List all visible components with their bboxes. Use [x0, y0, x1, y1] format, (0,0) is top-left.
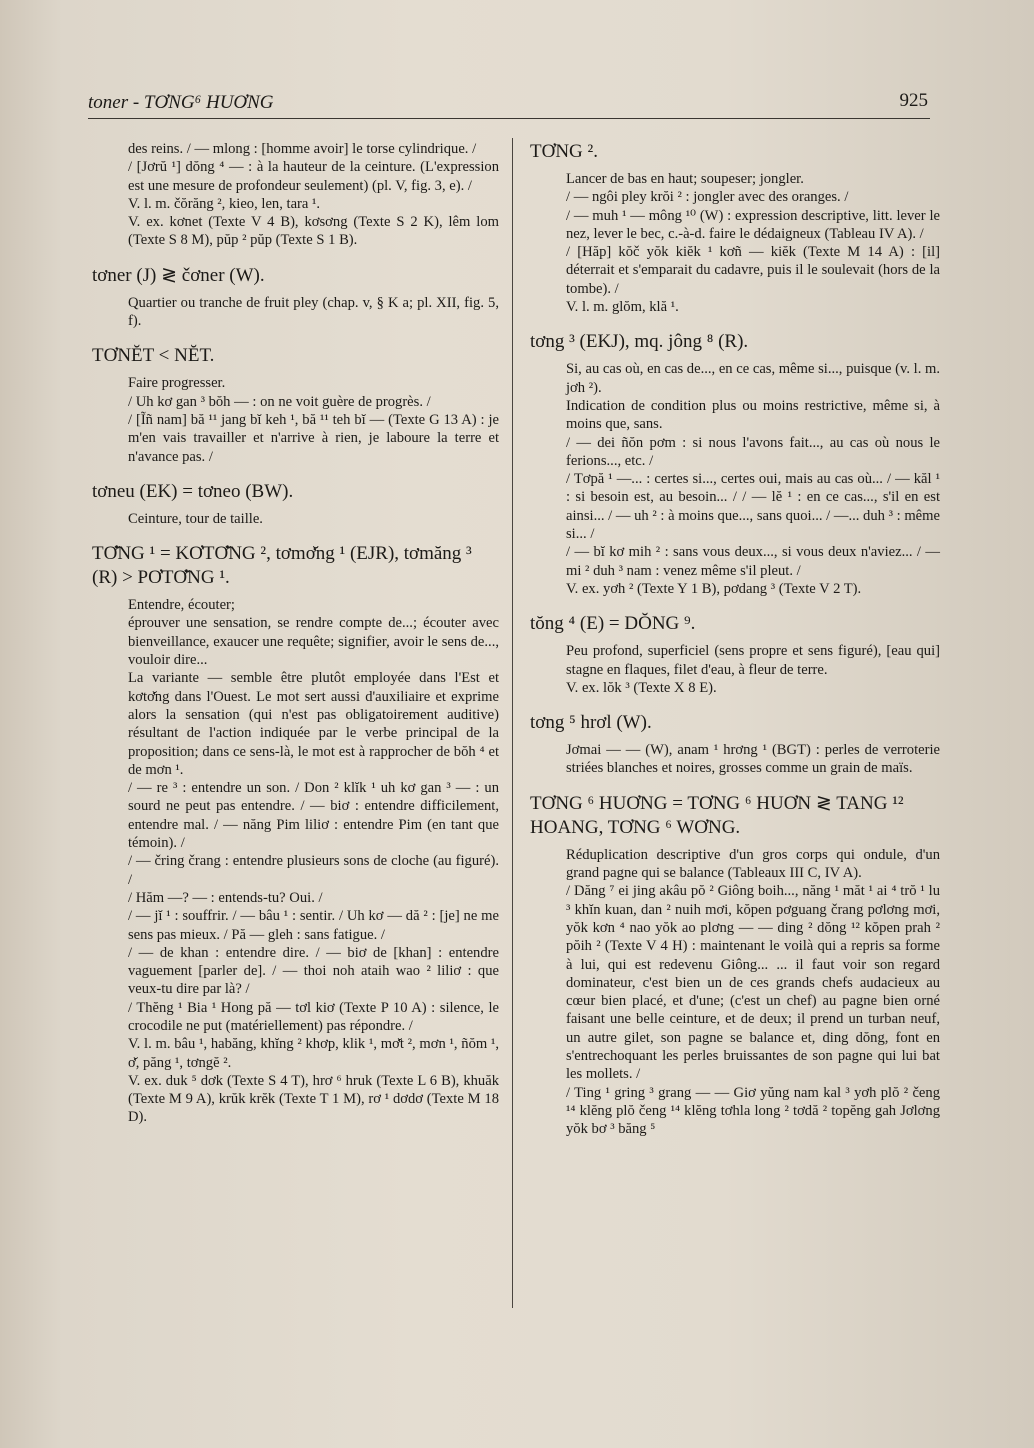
entry-line: V. l. m. glŏm, klă ¹. [566, 299, 679, 316]
entry-line: Peu profond, superficiel (sens propre et sens figuré), [eau qui] stagne en flaques, filet d'eau, à fleur de terre. [566, 643, 940, 678]
entry-line: Indication de condition plus ou moins restrictive, même si, à moins que, sans. [566, 397, 940, 433]
entry-body [92, 510, 499, 528]
entry-tong1 [92, 542, 499, 1127]
entry-line: / Ting ¹ gring ³ grang — — Giơ yŭng nam kal ³ yơh plŏ ² čeng ¹⁴ klĕng plŏ čeng ¹⁴ klĕng tơhla long ² tơdă ² topĕng gah Jơlơng yŏk bơ ³ băng ⁵ [566, 1084, 940, 1138]
entry-line: Lancer de bas en haut; soupeser; jongler. [566, 171, 804, 187]
left-column [92, 140, 499, 1141]
entry-body [530, 846, 940, 1139]
headword: tơng ⁵ hrơl (W). [530, 712, 652, 734]
entry-tong6 [530, 792, 940, 1139]
entry-line: / Hăm —? — : entends-tu? Oui. / [128, 889, 323, 906]
entry-line: Réduplication descriptive d'un gros corps qui ondule, d'un grand pagne qui se balance (Tableaux III C, IV A). [566, 846, 940, 882]
entry-line: / — de khan : entendre dire. / — biơ de [khan] : entendre vaguement [parler de]. / — thoi noh ataih wao ² liliơ : que veux-tu dire par là? / [128, 944, 499, 998]
entry-body [92, 374, 499, 465]
header-rule [88, 118, 930, 119]
entry-line: Si, au cas où, en cas de..., en ce cas, même si..., puisque (v. l. m. jơh ²). [566, 361, 940, 396]
entry-line: V. ex. yơh ² (Texte Y 1 B), pơdang ³ (Texte V 2 T). [566, 580, 862, 597]
entry-line: / [Hăp] kŏč yŏk kiĕk ¹ kơñ — kiĕk (Texte M 14 A) : [il] déterrait et s'emparait du cadavre, puis il le soulevait (hors de la tombe). / [566, 244, 940, 297]
entry-toner [92, 264, 499, 331]
headword: TƠ̆NG ¹ = KƠTƠ̆NG ², tơmơ̆ng ¹ (EJR), tơmăng ³ (R) > PƠTƠ̆NG ¹. [92, 543, 472, 589]
headword: tơner (J) ≷ čơner (W). [92, 264, 265, 286]
entry-tong3 [530, 330, 940, 598]
entry-line: / [Jơrŭ ¹] dŏng ⁴ — : à la hauteur de la ceinture. (L'expression est une mesure de profondeur seulement) (pl. V, fig. 3, e). / [128, 159, 499, 194]
entry-line: éprouver une sensation, se rendre compte de...; écouter avec bienveillance, exaucer une requête; signifier, avoir le sens de..., vouloir dire... [128, 615, 499, 669]
entry-line: / — jĭ ¹ : souffrir. / — bâu ¹ : sentir. / Uh kơ — dă ² : [je] ne me sens pas mieux. / Pă — gleh : sans fatigue. / [128, 908, 499, 943]
headword: TƠNG ⁶ HUƠNG = TƠNG ⁶ HUƠN ≷ TANG ¹² HOANG, TƠNG ⁶ WƠNG. [530, 792, 904, 838]
entry-toneu [92, 480, 499, 528]
entry-line: Jơmai — — (W), anam ¹ hrơng ¹ (BGT) : perles de verroterie striées blanches et noires, grosses comme un grain de maïs. [566, 742, 940, 777]
entry-line: / Tơpă ¹ —... : certes si..., certes oui, mais au cas où... / — kăl ¹ : si besoin est, au besoin... / / — lĕ ¹ : en ce cas..., s'il en est ainsi... / — uh ² : à moins que..., sans quoi... / —... duh ³ : même si... / [566, 471, 940, 543]
entry-line: V. l. m. čŏrăng ², kieo, len, tara ¹. [128, 195, 321, 212]
entry-continuation [92, 140, 499, 250]
entry-body [92, 294, 499, 331]
entry-line: / — bĭ kơ mih ² : sans vous deux..., si vous deux n'aviez... / — mi ² duh ³ nam : venez même s'il pleut. / [566, 544, 940, 579]
entry-line: / — čring črang : entendre plusieurs sons de cloche (au figuré). / [128, 853, 499, 888]
entry-body [530, 170, 940, 316]
entry-line: / — muh ¹ — mông ¹⁰ (W) : expression descriptive, litt. lever le nez, lever le bec, c.-à-d. faire le dédaigneux (Tableau IV A). / [566, 207, 940, 242]
entry-line: Entendre, écouter; [128, 597, 235, 614]
entry-body [92, 140, 499, 250]
headword: tŏng ⁴ (E) = DŎNG ⁹. [530, 613, 696, 635]
entry-line: / [Ĩñ nam] bă ¹¹ jang bĭ keh ¹, bă ¹¹ teh bĭ — (Texte G 13 A) : je m'en vais travailler et n'arrive à rien, je laboure la terre et n'avance pas. / [128, 411, 499, 465]
headword: TƠNG ². [530, 141, 598, 162]
right-column [530, 140, 940, 1152]
entry-line: / — dei ñŏn pơm : si nous l'avons fait..., au cas où nous le ferions..., etc. / [566, 434, 940, 469]
entry-line: V. ex. kơnet (Texte V 4 B), kơsơng (Texte S 2 K), lêm lom (Texte S 8 M), pŭp ² pŭp (Texte S 1 B). [128, 214, 499, 249]
headword: tơneu (EK) = tơneo (BW). [92, 480, 294, 502]
entry-line: La variante — semble être plutôt employée dans l'Est et kơtơ̆ng dans l'Ouest. Le mot sert aussi d'auxiliaire et exprime alors la sensation (qui n'est pas obligatoirement auditive) résultant de l'action indiquée par le verbe principal de la proposition; dans ce sens-là, le mot est à rapprocher de bŏh ⁴ et de mơn ¹. [128, 670, 499, 778]
headword: tơng ³ (EKJ), mq. jông ⁸ (R). [530, 331, 749, 353]
page-number: 925 [899, 90, 928, 111]
running-header [88, 88, 928, 118]
entry-line: / — ngôi pley krŏi ² : jongler avec des oranges. / [566, 189, 849, 206]
entry-line: / Dăng ⁷ ei jing akâu pŏ ² Giông boih..., năng ¹ măt ¹ ai ⁴ trŏ ¹ lu ³ khĭn kuan, dan ² nuih mơi, kŏpen pơguang črang pơlơng mơi, yŏk kơn ⁴ nao yŏk ao plơng — — ding ² dŏng ¹² kŏpen prah ² pŏih ² (Texte V 4 H) : maintenant le voilà qui a repris sa forme à lui, qui est redevenu Giông... ... il faut voir son regard dominateur, c'est bien un de ces grands chefs audacieux au cœur bien placé, et d'une; (c'est un chef) au pagne bien orné faisant une belle ceinture, et de deux; il prend un turban neuf, un autre gilet, son pagne se balance et, ding dŏng, font en s'entrechoquant les perles bruissantes de son pagne qui lui bat les mollets. / [566, 883, 940, 1083]
entry-line: / Uh kơ gan ³ bŏh — : on ne voit guère de progrès. / [128, 393, 431, 410]
entry-tong5 [530, 711, 940, 778]
headword: TƠNĔT < NĔT. [92, 345, 215, 367]
entry-line: / — re ³ : entendre un son. / Don ² klĭk ¹ uh kơ gan ³ — : un sourd ne peut pas entendre. / — biơ : entendre difficilement, entendre mal. / — năng Pim liliơ : entendre Pim (en tant que témoin). / [128, 780, 499, 852]
entry-tong2 [530, 140, 940, 316]
running-head: toner - TƠNG⁶ HUƠNG [88, 92, 274, 113]
entry-line: V. ex. duk ⁵ dơk (Texte S 4 T), hrơ ⁶ hruk (Texte L 6 B), khuăk (Texte M 9 A), krŭk krĕk (Texte T 1 M), rơ ¹ dơdơ (Texte M 18 D). [128, 1072, 499, 1126]
entry-tong4 [530, 612, 940, 697]
entry-line: Faire progresser. [128, 375, 226, 392]
column-divider [512, 138, 513, 1308]
entry-line: V. l. m. bâu ¹, habăng, khĭng ² khơp, klik ¹, mơ̆t ², mơn ¹, ñŏm ¹, ơ̆, păng ¹, tơngĕ ². [128, 1036, 499, 1071]
entry-line: Quartier ou tranche de fruit pley (chap. v, § K a; pl. XII, fig. 5, f). [128, 294, 499, 330]
entry-body [530, 360, 940, 598]
entry-line: V. ex. lŏk ³ (Texte X 8 E). [566, 679, 717, 696]
entry-body [530, 741, 940, 778]
entry-tonet [92, 344, 499, 465]
entry-line: Ceinture, tour de taille. [128, 510, 263, 527]
entry-line: / Thĕng ¹ Bia ¹ Hong pă — tơl kiơ (Texte P 10 A) : silence, le crocodile ne put (matériellement) pas répondre. / [128, 999, 499, 1034]
entry-body [92, 596, 499, 1127]
entry-body [530, 642, 940, 697]
entry-line: des reins. / — mlong : [homme avoir] le torse cylindrique. / [128, 141, 477, 157]
